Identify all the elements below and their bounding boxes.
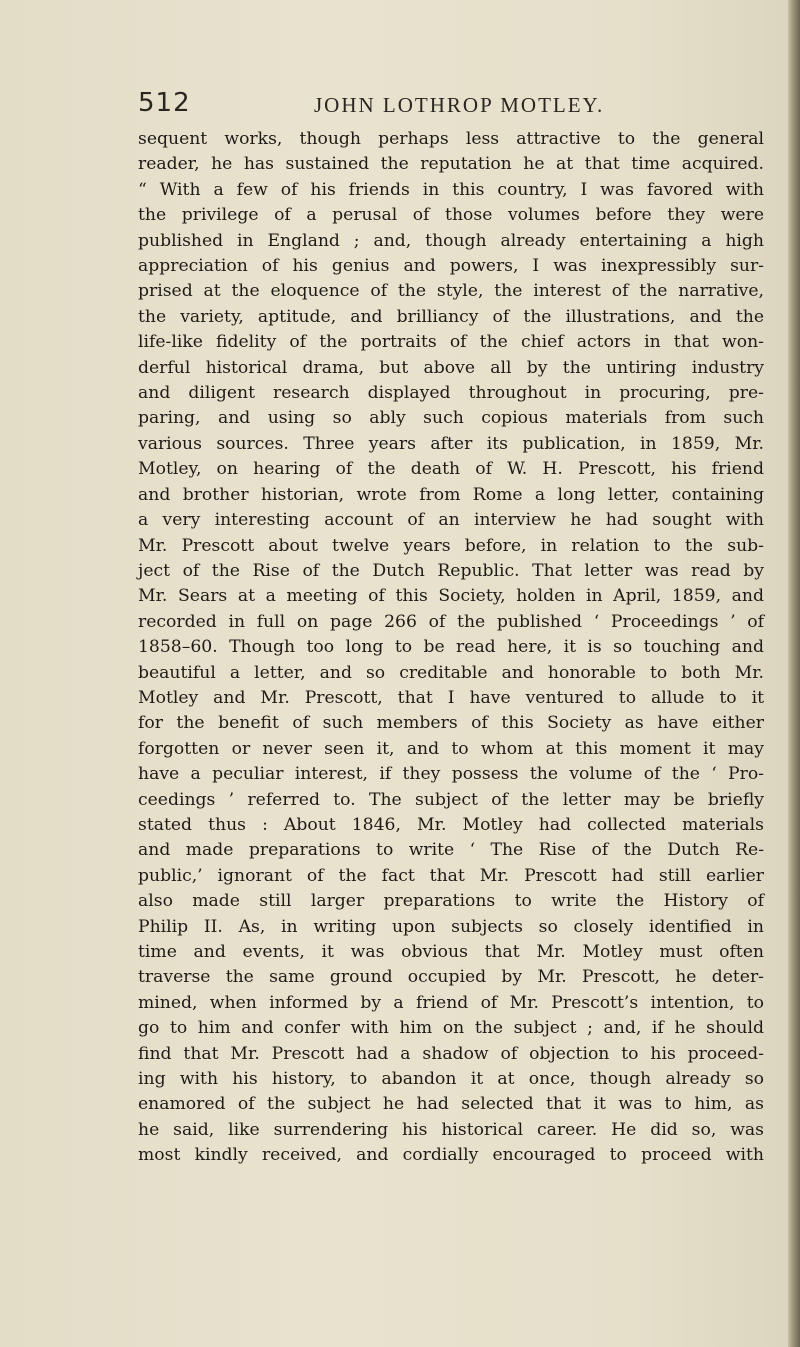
text-line: time and events, it was obvious that Mr. Motley must often xyxy=(138,942,764,962)
text-line: mined, when informed by a friend of Mr. Prescott’s intention, to xyxy=(138,992,764,1013)
page-edge xyxy=(788,0,800,1347)
text-line: 1858–60. Though too long to be read here, it is so touching and xyxy=(138,637,764,658)
body-text xyxy=(138,127,764,1169)
text-line: Philip II. As, in writing upon subjects so closely identified in xyxy=(138,916,764,937)
text-line: go to him and confer with him on the subject ; and, if he should xyxy=(138,1018,764,1039)
text-line: he said, like surrendering his historical career. He did so, was xyxy=(138,1119,764,1140)
text-line: most kindly received, and cordially encouraged to proceed with xyxy=(138,1145,764,1166)
text-line: various sources. Three years after its publication, in 1859, Mr. xyxy=(138,433,764,454)
text-line: find that Mr. Prescott had a shadow of objection to his proceed- xyxy=(138,1043,764,1064)
text-line: a very interesting account of an interview he had sought with xyxy=(138,510,764,531)
running-title: JOHN LOTHROP MOTLEY. xyxy=(314,93,605,117)
text-line: derful historical drama, but above all by the untiring industry xyxy=(138,357,764,378)
text-line: Motley and Mr. Prescott, that I have ventured to allude to it xyxy=(138,687,764,708)
text-line: forgotten or never seen it, and to whom at this moment it may xyxy=(138,738,764,759)
text-line: paring, and using so ably such copious materials from such xyxy=(138,408,764,429)
text-line: life-like fidelity of the portraits of the chief actors in that won- xyxy=(138,332,764,353)
text-line: and made preparations to write ‘ The Rise of the Dutch Re- xyxy=(138,840,764,861)
text-line: Mr. Sears at a meeting of this Society, holden in April, 1859, and xyxy=(138,586,764,607)
running-head xyxy=(138,88,738,128)
text-line: for the benefit of such members of this Society as have either xyxy=(138,713,764,734)
text-line: and brother historian, wrote from Rome a long letter, containing xyxy=(138,484,764,505)
text-line: sequent works, though perhaps less attractive to the general xyxy=(138,129,764,149)
text-line: ceedings ’ referred to. The subject of the letter may be briefly xyxy=(138,789,764,810)
text-line: and diligent research displayed throughout in procuring, pre- xyxy=(138,383,764,404)
text-line: stated thus : About 1846, Mr. Motley had collected materials xyxy=(138,814,764,835)
text-line: “ With a few of his friends in this country, I was favored with xyxy=(138,179,764,200)
text-line: ject of the Rise of the Dutch Republic. That letter was read by xyxy=(138,560,764,581)
text-line: prised at the eloquence of the style, the interest of the narrative, xyxy=(138,281,764,302)
text-line: beautiful a letter, and so creditable and honorable to both Mr. xyxy=(138,662,764,683)
page-number: 512 xyxy=(138,88,191,118)
text-line: reader, he has sustained the reputation he at that time acquired. xyxy=(138,154,764,175)
text-line: Mr. Prescott about twelve years before, in relation to the sub- xyxy=(138,535,764,556)
text-line: public,’ ignorant of the fact that Mr. Prescott had still earlier xyxy=(138,865,764,886)
text-line: enamored of the subject he had selected that it was to him, as xyxy=(138,1094,764,1115)
text-line: have a peculiar interest, if they possess the volume of the ‘ Pro- xyxy=(138,764,764,785)
text-line: recorded in full on page 266 of the published ‘ Proceedings ’ of xyxy=(138,611,764,632)
text-line: ing with his history, to abandon it at once, though already so xyxy=(138,1069,764,1090)
text-line: traverse the same ground occupied by Mr. Prescott, he deter- xyxy=(138,967,764,988)
text-line: also made still larger preparations to write the History of xyxy=(138,891,764,912)
text-line: Motley, on hearing of the death of W. H. Prescott, his friend xyxy=(138,459,764,480)
text-line: the variety, aptitude, and brilliancy of the illustrations, and the xyxy=(138,306,764,327)
text-line: appreciation of his genius and powers, I was inexpressibly sur- xyxy=(138,256,764,277)
text-line: published in England ; and, though already entertaining a high xyxy=(138,230,764,251)
text-line: the privilege of a perusal of those volumes before they were xyxy=(138,205,764,226)
